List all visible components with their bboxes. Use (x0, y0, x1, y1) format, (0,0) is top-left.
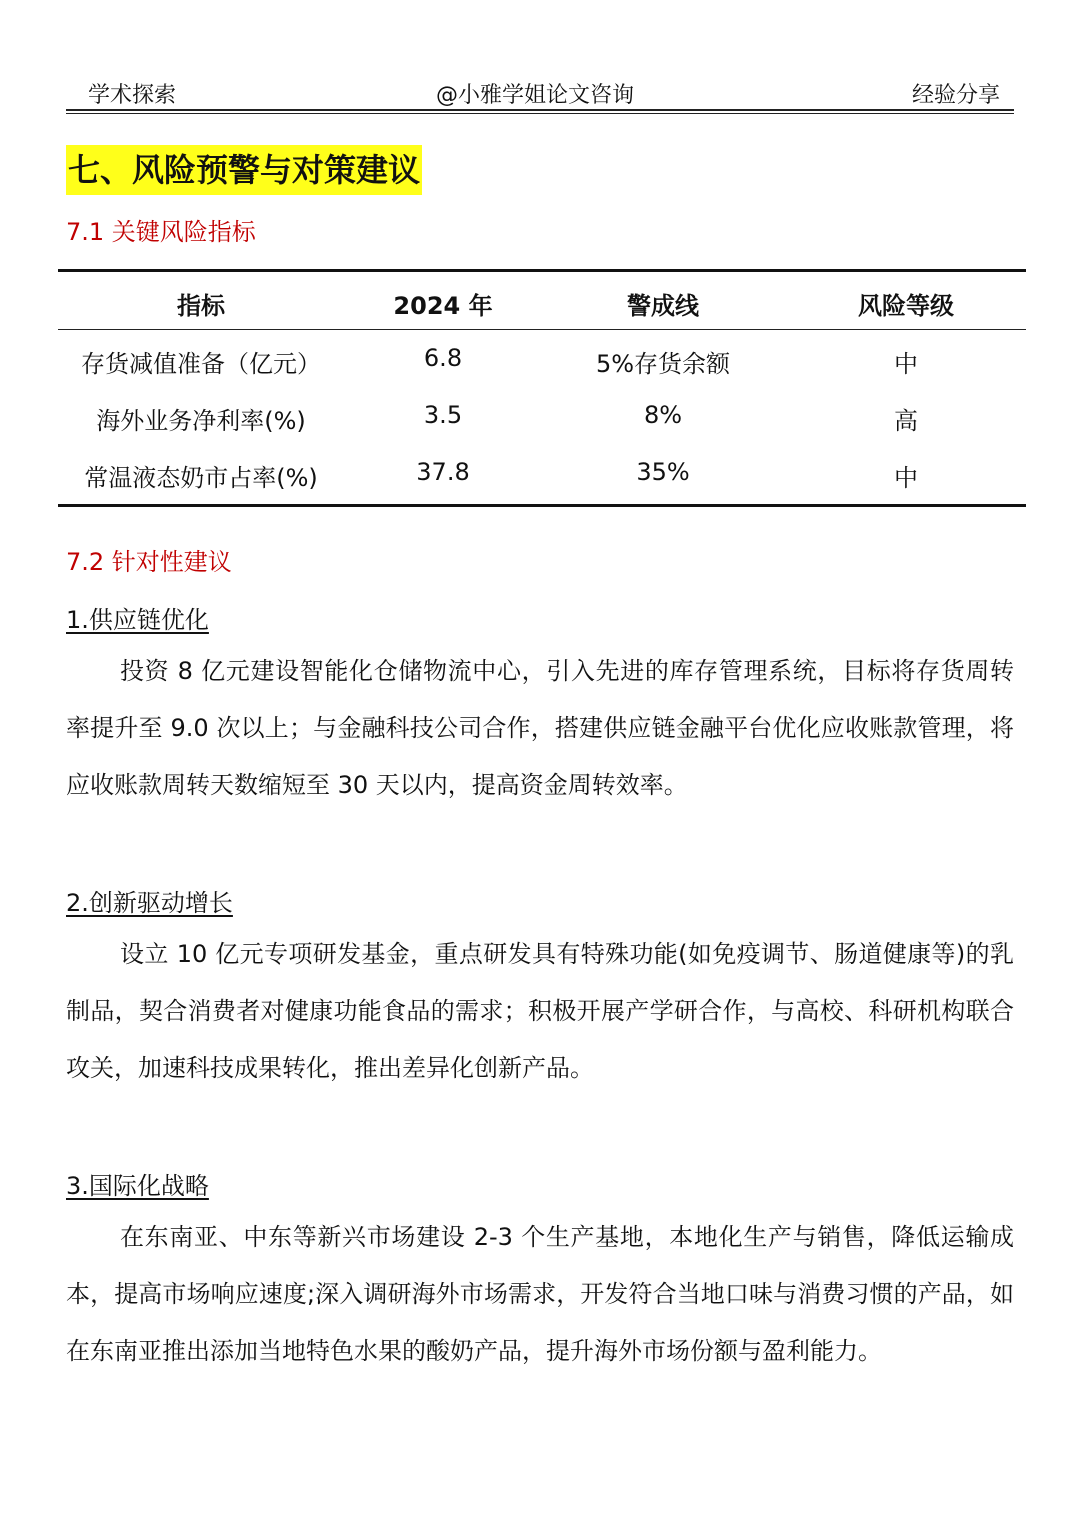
table-cell: 6.8 (423, 344, 463, 372)
header-divider-thick (66, 109, 1014, 111)
table-cell: 5%存货余额 (595, 350, 731, 378)
table-header-year: 2024 年 (393, 292, 493, 320)
table-cell: 8% (643, 401, 683, 429)
recommendation-title-internationalization: 3.国际化战略 (66, 1172, 209, 1200)
header-divider-thin (66, 113, 1014, 114)
risk-indicator-table (58, 269, 1026, 507)
table-cell: 常温液态奶市占率(%) (84, 464, 318, 492)
subsection-title-risk-indicators: 7.1 关键风险指标 (66, 218, 256, 246)
table-cell: 高 (894, 407, 918, 435)
recommendation-text-supply-chain: 投资 8 亿元建设智能化仓储物流中心，引入先进的库存管理系统，目标将存货周转率提升至 9.0 次以上；与金融科技公司合作，搭建供应链金融平台优化应收账款管理，将应收账款周转天数缩短至 30 天以内，提高资金周转效率。 (66, 657, 1014, 799)
recommendation-title-supply-chain: 1.供应链优化 (66, 606, 209, 634)
table-cell: 中 (894, 350, 918, 378)
recommendation-text-internationalization: 在东南亚、中东等新兴市场建设 2-3 个生产基地，本地化生产与销售，降低运输成本，提高市场响应速度;深入调研海外市场需求，开发符合当地口味与消费习惯的产品，如在东南亚推出添加当地特色水果的酸奶产品，提升海外市场份额与盈利能力。 (66, 1223, 1014, 1365)
table-header-indicator: 指标 (177, 292, 225, 320)
table-header-divider (58, 329, 1026, 330)
table-cell: 中 (894, 464, 918, 492)
table-header-threshold: 警成线 (627, 292, 699, 320)
header-author-label: @小雅学姐论文咨询 (436, 83, 635, 108)
header-right-label: 经验分享 (911, 83, 1000, 108)
table-cell: 海外业务净利率(%) (96, 407, 306, 435)
table-header-risk-level: 风险等级 (858, 292, 954, 320)
recommendation-title-innovation: 2.创新驱动增长 (66, 889, 233, 917)
recommendation-text-innovation: 设立 10 亿元专项研发基金，重点研发具有特殊功能(如免疫调节、肠道健康等)的乳制品，契合消费者对健康功能食品的需求；积极开展产学研合作，与高校、科研机构联合攻关，加速科技成果转化，推出差异化创新产品。 (66, 940, 1014, 1082)
page-header (66, 76, 1014, 110)
subsection-title-recommendations: 7.2 针对性建议 (66, 548, 232, 576)
table-cell: 存货减值准备（亿元） (81, 350, 321, 378)
table-cell: 37.8 (416, 458, 470, 486)
table-cell: 35% (636, 458, 690, 486)
header-left-label: 学术探索 (88, 83, 177, 108)
section-title: 七、风险预警与对策建议 (66, 145, 422, 195)
table-cell: 3.5 (423, 401, 463, 429)
